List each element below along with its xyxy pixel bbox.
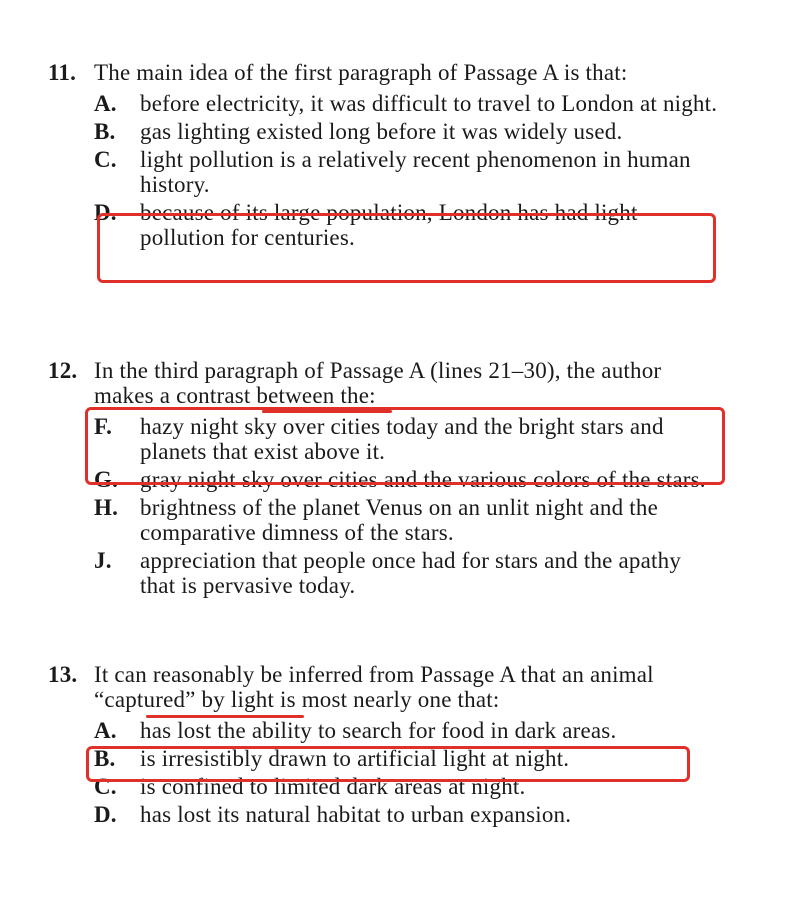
option-letter: D. bbox=[94, 200, 117, 225]
question-stem: In the third paragraph of Passage A (lines 21–30), the author makes a contrast between the: bbox=[94, 358, 662, 408]
option-letter: B. bbox=[94, 746, 116, 771]
answer-option[interactable] bbox=[94, 91, 718, 116]
option-text: hazy night sky over cities today and the bright stars and planets that exist above it. bbox=[140, 414, 664, 464]
option-letter: G. bbox=[94, 467, 119, 492]
option-letter: F. bbox=[94, 414, 113, 439]
option-text: gray night sky over cities and the various colors of the stars. bbox=[140, 467, 706, 492]
answer-option[interactable] bbox=[94, 147, 718, 197]
answer-option[interactable] bbox=[94, 495, 718, 545]
question-number: 13. bbox=[48, 662, 78, 687]
option-text: before electricity, it was difficult to travel to London at night. bbox=[140, 91, 718, 116]
question-number: 12. bbox=[48, 358, 78, 383]
answer-option[interactable] bbox=[94, 119, 718, 144]
option-letter: H. bbox=[94, 495, 119, 520]
option-text: light pollution is a relatively recent phenomenon in human history. bbox=[140, 147, 691, 197]
option-text: has lost the ability to search for food in dark areas. bbox=[140, 718, 617, 743]
option-letter: A. bbox=[94, 718, 117, 743]
option-letter: J. bbox=[94, 548, 112, 573]
underline-captured bbox=[146, 715, 304, 718]
option-text: has lost its natural habitat to urban expansion. bbox=[140, 802, 572, 827]
question-number: 11. bbox=[48, 60, 77, 85]
question-stem: It can reasonably be inferred from Passage A that an animal “captured” by light is most nearly one that: bbox=[94, 662, 654, 712]
option-text: because of its large population, London has had light pollution for centuries. bbox=[140, 200, 638, 250]
question-stem: The main idea of the first paragraph of Passage A is that: bbox=[94, 60, 628, 85]
option-letter: B. bbox=[94, 119, 116, 144]
option-text: appreciation that people once had for stars and the apathy that is pervasive today. bbox=[140, 548, 682, 598]
option-text: gas lighting existed long before it was widely used. bbox=[140, 119, 623, 144]
option-letter: D. bbox=[94, 802, 117, 827]
option-text: is confined to limited dark areas at night. bbox=[140, 774, 526, 799]
answer-option[interactable] bbox=[94, 548, 718, 598]
highlight-box-answer-f bbox=[85, 407, 725, 485]
highlight-box-answer-b bbox=[86, 746, 690, 782]
highlight-box-answer-c bbox=[97, 213, 716, 283]
option-letter: A. bbox=[94, 91, 117, 116]
option-text: is irresistibly drawn to artificial light at night. bbox=[140, 746, 570, 771]
answer-option[interactable] bbox=[94, 802, 718, 827]
answer-option[interactable] bbox=[94, 718, 718, 743]
option-letter: C. bbox=[94, 147, 117, 172]
option-letter: C. bbox=[94, 774, 117, 799]
underline-contrast bbox=[262, 410, 392, 413]
option-text: brightness of the planet Venus on an unlit night and the comparative dimness of the stars. bbox=[140, 495, 658, 545]
